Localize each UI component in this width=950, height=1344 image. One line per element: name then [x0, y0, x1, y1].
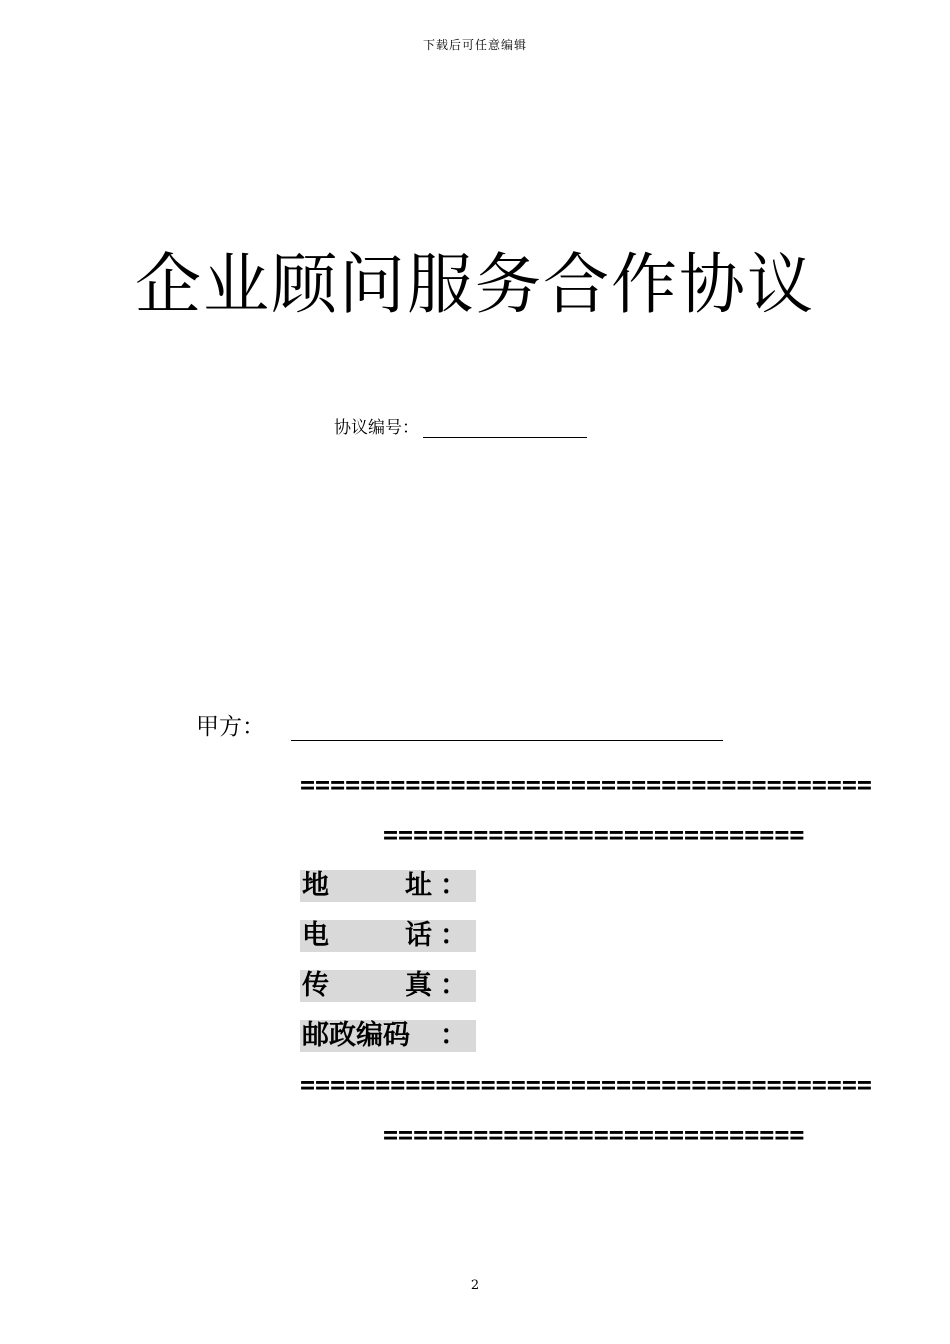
phone-field[interactable] — [300, 920, 476, 952]
agreement-number-label: 协议编号： — [334, 418, 419, 438]
page-number: 2 — [470, 1278, 480, 1293]
postcode-label: 邮政编码 — [302, 1020, 410, 1051]
separator-line: ====================================== — [300, 1070, 872, 1099]
party-a-blank[interactable] — [291, 712, 723, 741]
header-note: 下载后可任意编辑 — [422, 38, 527, 52]
party-a-label: 甲方： — [196, 714, 265, 740]
separator-line: ============================ — [383, 820, 805, 849]
address-label: 地 址 — [302, 870, 432, 901]
postcode-field[interactable] — [300, 1020, 476, 1052]
fax-field[interactable] — [300, 970, 476, 1002]
phone-colon: ： — [440, 920, 467, 951]
agreement-number-blank[interactable] — [423, 417, 587, 438]
postcode-colon: ： — [440, 1020, 467, 1051]
separator-line: ============================ — [383, 1120, 805, 1149]
separator-line: ====================================== — [300, 770, 872, 799]
fax-colon: ： — [440, 970, 467, 1001]
agreement-number-row — [334, 413, 587, 438]
fax-label: 传 真 — [302, 970, 432, 1001]
address-field[interactable] — [300, 870, 476, 902]
document-title: 企业顾问服务合作协议 — [135, 246, 815, 323]
address-colon: ： — [440, 870, 467, 901]
party-a-row — [196, 708, 723, 741]
phone-label: 电 话 — [302, 920, 432, 951]
